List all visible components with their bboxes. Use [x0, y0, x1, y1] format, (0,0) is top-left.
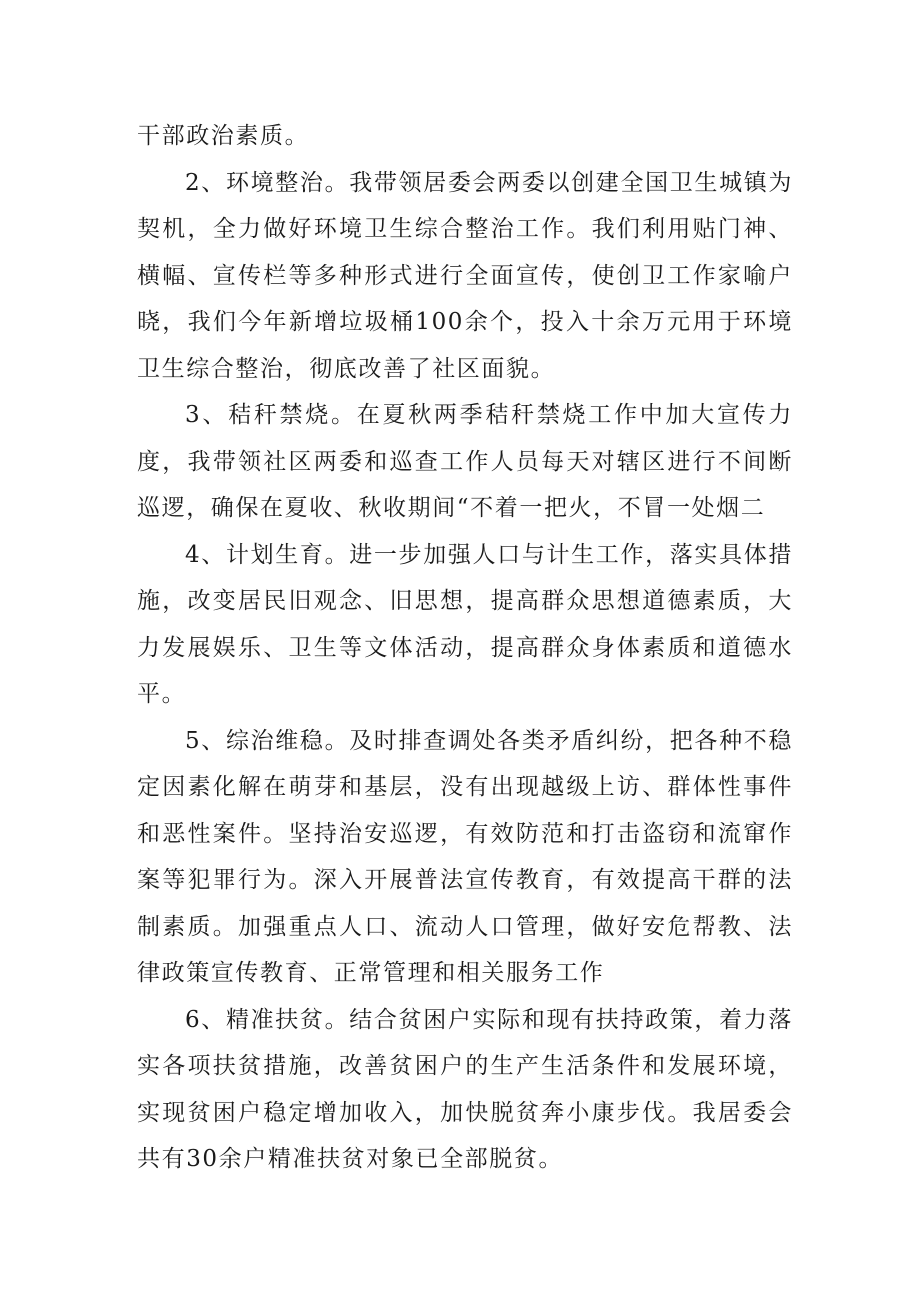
- document-body: [137, 113, 793, 1183]
- paragraph-continuation: 干部政治素质。: [137, 123, 310, 149]
- paragraph-environment: 2、环境整治。我带领居委会两委以创建全国卫生城镇为契机，全力做好环境卫生综合整治工作。我们利用贴门神、横幅、宣传栏等多种形式进行全面宣传，使创卫工作家喻户晓，我们今年新增垃圾桶100余个，投入十余万元用于环境卫生综合整治，彻底改善了社区面貌。: [137, 169, 793, 382]
- paragraph-family-planning: 4、计划生育。进一步加强人口与计生工作，落实具体措施，改变居民旧观念、旧思想，提高群众思想道德素质，大力发展娱乐、卫生等文体活动，提高群众身体素质和道德水平。: [137, 541, 793, 707]
- paragraph-poverty-relief: 6、精准扶贫。结合贫困户实际和现有扶持政策，着力落实各项扶贫措施，改善贫困户的生产生活条件和发展环境，实现贫困户稳定增加收入，加快脱贫奔小康步伐。我居委会共有30余户精准扶贫对象已全部脱贫。: [137, 1006, 793, 1172]
- paragraph-stability: 5、综治维稳。及时排查调处各类矛盾纠纷，把各种不稳定因素化解在萌芽和基层，没有出现越级上访、群体性事件和恶性案件。坚持治安巡逻，有效防范和打击盗窃和流窜作案等犯罪行为。深入开展普法宣传教育，有效提高干群的法制素质。加强重点人口、流动人口管理，做好安危帮教、法律政策宣传教育、正常管理和相关服务工作: [137, 727, 793, 986]
- paragraph-straw-burning: 3、秸秆禁烧。在夏秋两季秸秆禁烧工作中加大宣传力度，我带领社区两委和巡查工作人员每天对辖区进行不间断巡逻，确保在夏收、秋收期间“不着一把火，不冒一处烟二: [137, 402, 793, 521]
